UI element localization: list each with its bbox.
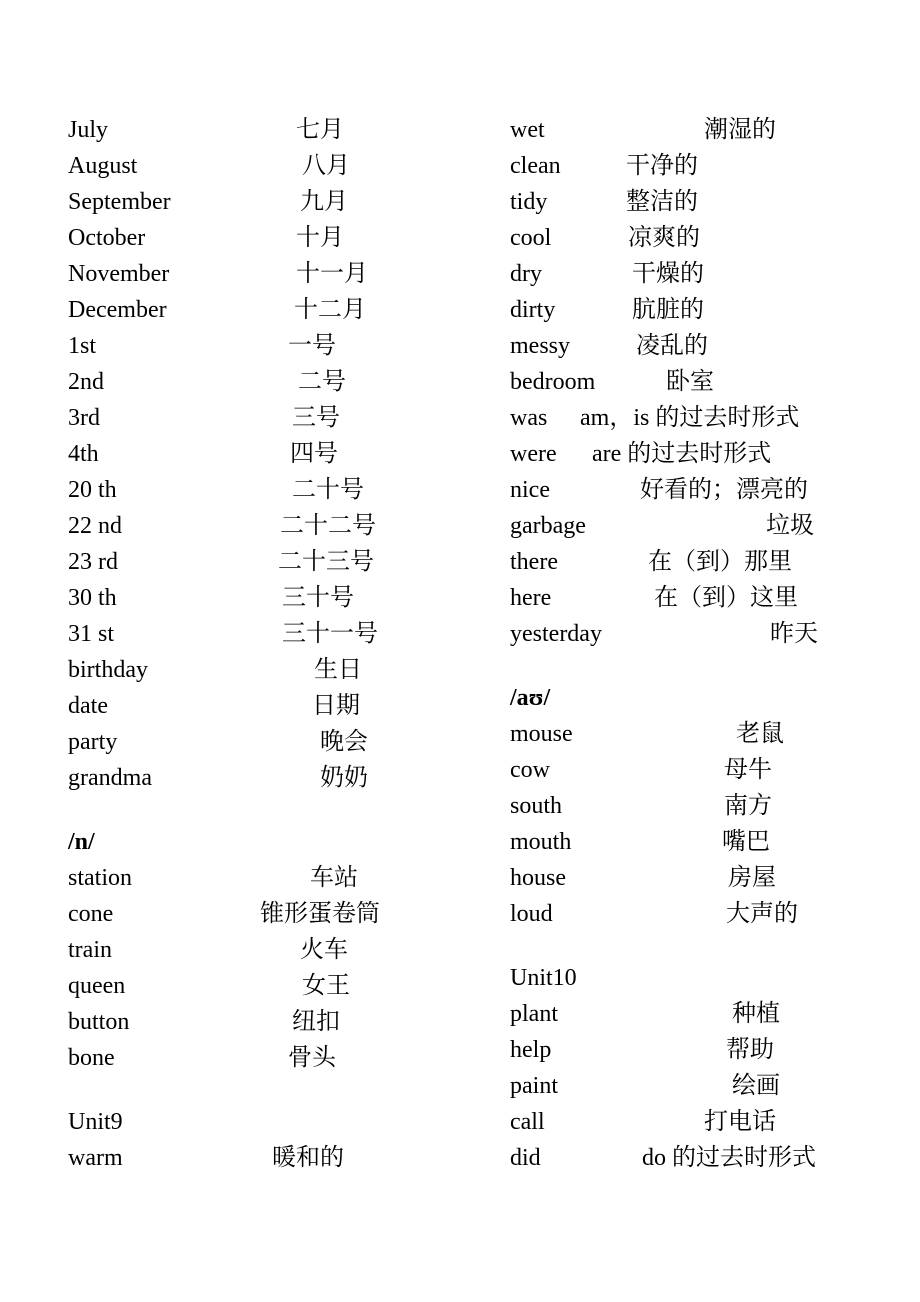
chinese-meaning: 老鼠 [736,721,784,747]
word-row [68,1004,428,1040]
english-word: station [68,865,132,891]
chinese-meaning: 干净的 [626,153,698,179]
english-word: cool [510,225,552,251]
word-row [68,760,428,796]
word-row [510,184,870,220]
chinese-meaning: 二十号 [292,477,364,503]
word-row [510,436,870,472]
english-word: plant [510,1001,558,1027]
word-row [510,1032,870,1068]
word-row [68,860,428,896]
chinese-meaning: 生日 [314,657,362,683]
word-row [68,364,428,400]
word-row [510,328,870,364]
chinese-meaning: 帮助 [726,1037,774,1063]
chinese-meaning: 凉爽的 [628,225,700,251]
english-word: 31 st [68,621,115,647]
word-row [68,400,428,436]
chinese-meaning: 日期 [312,693,360,719]
word-row [510,752,870,788]
english-word: was [510,405,548,431]
english-word: mouth [510,829,572,855]
word-row [510,1068,870,1104]
word-row [510,364,870,400]
chinese-meaning: 十二月 [294,297,366,323]
phonics-au-heading: /aʊ/ [510,685,551,711]
right-column [510,112,870,1176]
english-word: mouse [510,721,573,747]
chinese-meaning: 母牛 [724,757,772,783]
english-word: 23 rd [68,549,118,575]
english-word: December [68,297,167,323]
chinese-meaning: 一号 [288,333,336,359]
chinese-meaning: 干燥的 [632,261,704,287]
word-row [68,256,428,292]
chinese-meaning: 晚会 [320,729,368,755]
english-word: 2nd [68,369,104,395]
word-row [68,616,428,652]
english-word: warm [68,1145,123,1171]
english-word: bedroom [510,369,596,395]
chinese-meaning: 纽扣 [292,1009,340,1035]
chinese-meaning: do 的过去时形式 [642,1145,816,1171]
word-row [68,652,428,688]
chinese-meaning: 四号 [290,441,338,467]
chinese-meaning: 南方 [724,793,772,819]
chinese-meaning: 火车 [300,937,348,963]
english-word: cow [510,757,550,783]
chinese-meaning: 在（到）那里 [648,549,792,575]
english-word: 30 th [68,585,117,611]
unit9-heading: Unit9 [68,1109,123,1135]
chinese-meaning: 大声的 [726,901,798,927]
word-row [68,968,428,1004]
word-row [510,860,870,896]
english-word: September [68,189,171,215]
english-word: messy [510,333,570,359]
chinese-meaning: 女王 [302,973,350,999]
section-gap [510,652,870,680]
left-column [68,112,428,1176]
chinese-meaning: 车站 [310,865,358,891]
chinese-meaning: 好看的；漂亮的 [640,477,808,503]
english-word: 3rd [68,405,100,431]
section-heading [68,824,428,860]
word-row [68,292,428,328]
word-row [510,472,870,508]
chinese-meaning: 打电话 [704,1109,776,1135]
english-word: November [68,261,170,287]
word-row [510,616,870,652]
english-word: July [68,117,109,143]
chinese-meaning: are 的过去时形式 [592,441,772,467]
chinese-meaning: 锥形蛋卷筒 [260,901,380,927]
word-row [510,716,870,752]
section-gap [68,1076,428,1104]
unit10-heading: Unit10 [510,965,577,991]
word-row [510,996,870,1032]
word-row [68,508,428,544]
word-row [510,896,870,932]
word-row [68,184,428,220]
english-word: train [68,937,112,963]
english-word: queen [68,973,126,999]
english-word: paint [510,1073,558,1099]
section-heading [68,1104,428,1140]
chinese-meaning: 肮脏的 [632,297,704,323]
english-word: were [510,441,557,467]
chinese-meaning: 十一月 [296,261,368,287]
chinese-meaning: 九月 [300,189,348,215]
chinese-meaning: 七月 [296,117,344,143]
english-word: loud [510,901,553,927]
english-word: help [510,1037,552,1063]
english-word: birthday [68,657,148,683]
chinese-meaning: 嘴巴 [722,829,770,855]
word-row [68,688,428,724]
word-row [68,112,428,148]
word-row [510,1140,870,1176]
word-row [510,544,870,580]
word-row [68,932,428,968]
section-heading [510,960,870,996]
word-row [510,400,870,436]
word-row [68,472,428,508]
chinese-meaning: 卧室 [666,369,714,395]
word-row [510,824,870,860]
word-row [68,544,428,580]
word-row [510,788,870,824]
word-row [68,896,428,932]
english-word: here [510,585,552,611]
english-word: clean [510,153,561,179]
chinese-meaning: 种植 [732,1001,780,1027]
section-gap [68,796,428,824]
english-word: 1st [68,333,97,359]
english-word: button [68,1009,130,1035]
english-word: date [68,693,108,719]
word-row [68,1040,428,1076]
english-word: bone [68,1045,115,1071]
chinese-meaning: 垃圾 [766,513,814,539]
word-row [510,256,870,292]
chinese-meaning: 潮湿的 [704,117,776,143]
chinese-meaning: 绘画 [732,1073,780,1099]
section-heading [510,680,870,716]
english-word: south [510,793,563,819]
english-word: call [510,1109,545,1135]
chinese-meaning: 三十号 [282,585,354,611]
english-word: did [510,1145,541,1171]
chinese-meaning: 二十三号 [278,549,374,575]
word-row [510,1104,870,1140]
english-word: wet [510,117,545,143]
english-word: nice [510,477,550,503]
chinese-meaning: 暖和的 [272,1145,344,1171]
english-word: party [68,729,118,755]
chinese-meaning: 八月 [302,153,350,179]
word-row [68,580,428,616]
chinese-meaning: 在（到）这里 [654,585,798,611]
chinese-meaning: 房屋 [728,865,776,891]
word-row [510,508,870,544]
chinese-meaning: 三十一号 [282,621,378,647]
chinese-meaning: 三号 [292,405,340,431]
english-word: 20 th [68,477,117,503]
english-word: dirty [510,297,556,323]
word-row [68,436,428,472]
word-row [510,580,870,616]
chinese-meaning: 骨头 [288,1045,336,1071]
chinese-meaning: 二号 [298,369,346,395]
chinese-meaning: 整洁的 [626,189,698,215]
word-row [68,328,428,364]
english-word: grandma [68,765,152,791]
word-row [510,220,870,256]
section-gap [510,932,870,960]
english-word: October [68,225,146,251]
chinese-meaning: am，is 的过去时形式 [580,405,800,431]
english-word: cone [68,901,114,927]
chinese-meaning: 凌乱的 [636,333,708,359]
word-row [510,148,870,184]
english-word: yesterday [510,621,602,647]
word-row [510,112,870,148]
phonics-n-heading: /n/ [68,829,95,855]
chinese-meaning: 奶奶 [320,765,368,791]
english-word: 4th [68,441,99,467]
english-word: 22 nd [68,513,122,539]
word-row [68,1140,428,1176]
english-word: house [510,865,566,891]
chinese-meaning: 二十二号 [280,513,376,539]
english-word: garbage [510,513,586,539]
word-row [510,292,870,328]
english-word: there [510,549,558,575]
word-row [68,724,428,760]
english-word: tidy [510,189,548,215]
english-word: August [68,153,138,179]
chinese-meaning: 昨天 [770,621,818,647]
word-row [68,148,428,184]
english-word: dry [510,261,542,287]
chinese-meaning: 十月 [296,225,344,251]
word-row [68,220,428,256]
